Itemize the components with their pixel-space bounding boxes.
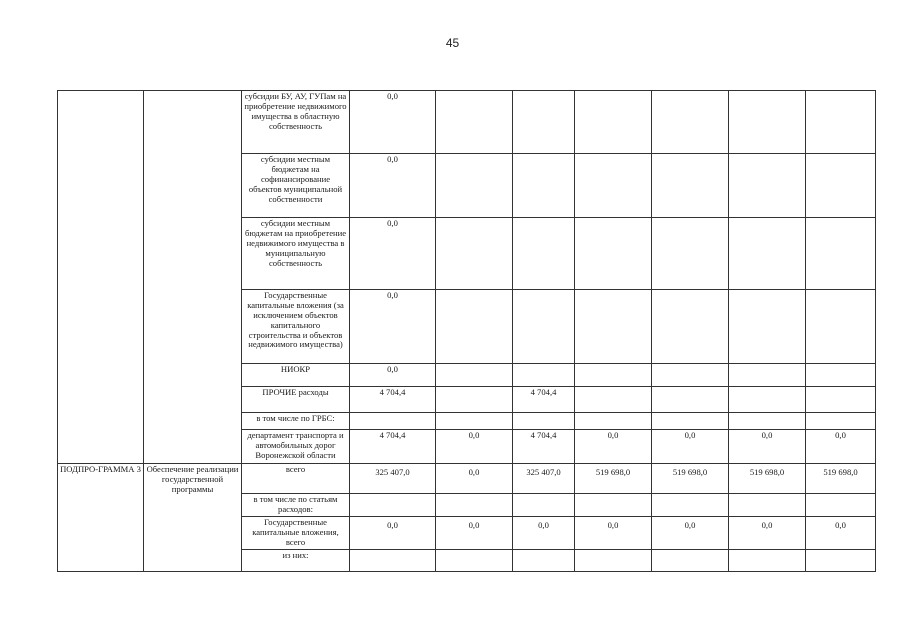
value-cell: 0,0 [350, 290, 436, 364]
value-cell [513, 364, 575, 387]
value-cell [729, 364, 806, 387]
value-cell [652, 218, 729, 290]
value-cell [652, 154, 729, 218]
value-cell [575, 364, 652, 387]
value-cell: 325 407,0 [513, 464, 575, 494]
value-cell [652, 364, 729, 387]
value-cell: 519 698,0 [652, 464, 729, 494]
value-cell: 519 698,0 [806, 464, 876, 494]
value-cell [652, 549, 729, 571]
table-row [58, 91, 876, 154]
table-row [58, 464, 876, 494]
value-cell [513, 549, 575, 571]
value-cell [436, 154, 513, 218]
value-cell [806, 549, 876, 571]
value-cell [729, 91, 806, 154]
value-cell [652, 387, 729, 413]
value-cell [729, 413, 806, 430]
value-cell [513, 413, 575, 430]
value-cell [436, 413, 513, 430]
expense-item-cell: в том числе по статьям расходов: [242, 494, 350, 517]
value-cell [652, 413, 729, 430]
value-cell [350, 549, 436, 571]
value-cell [436, 387, 513, 413]
expense-item-cell: субсидии местным бюджетам на приобретение недвижимого имущества в муниципальную собственность [242, 218, 350, 290]
value-cell [513, 494, 575, 517]
value-cell: 0,0 [436, 430, 513, 464]
expense-item-cell: субсидии БУ, АУ, ГУПам на приобретение недвижимого имущества в областную собственность [242, 91, 350, 154]
value-cell [806, 413, 876, 430]
value-cell [436, 494, 513, 517]
value-cell: 4 704,4 [513, 387, 575, 413]
value-cell [729, 290, 806, 364]
expense-item-cell: Государственные капитальные вложения (за исключением объектов капитального строительства и объектов недвижимого имущества) [242, 290, 350, 364]
value-cell [575, 91, 652, 154]
name-cell-empty [144, 91, 242, 464]
value-cell: 0,0 [575, 430, 652, 464]
value-cell [513, 218, 575, 290]
value-cell [806, 154, 876, 218]
value-cell: 0,0 [436, 516, 513, 549]
value-cell [575, 387, 652, 413]
page-number: 45 [445, 36, 460, 50]
value-cell [513, 154, 575, 218]
value-cell [652, 91, 729, 154]
value-cell [436, 91, 513, 154]
budget-table [57, 90, 876, 572]
value-cell [806, 290, 876, 364]
value-cell: 0,0 [350, 91, 436, 154]
value-cell [513, 290, 575, 364]
value-cell [575, 494, 652, 517]
subprogram-status-cell: ПОДПРО-ГРАММА 3 [58, 464, 144, 572]
value-cell [575, 218, 652, 290]
value-cell: 4 704,4 [513, 430, 575, 464]
value-cell [729, 387, 806, 413]
value-cell: 0,0 [729, 430, 806, 464]
expense-item-cell: субсидии местным бюджетам на софинансирование объектов муниципальной собственности [242, 154, 350, 218]
value-cell [436, 218, 513, 290]
value-cell [436, 549, 513, 571]
subprogram-name-cell: Обеспечение реализации государственной программы [144, 464, 242, 572]
value-cell: 0,0 [350, 154, 436, 218]
value-cell [350, 494, 436, 517]
value-cell [806, 364, 876, 387]
value-cell [575, 549, 652, 571]
value-cell: 0,0 [806, 430, 876, 464]
value-cell [652, 494, 729, 517]
status-cell-empty [58, 91, 144, 464]
value-cell [806, 218, 876, 290]
value-cell [513, 91, 575, 154]
value-cell [575, 154, 652, 218]
expense-item-cell: департамент транспорта и автомобильных дорог Воронежской области [242, 430, 350, 464]
value-cell [652, 290, 729, 364]
expense-item-cell: ПРОЧИЕ расходы [242, 387, 350, 413]
value-cell: 519 698,0 [575, 464, 652, 494]
expense-item-cell: из них: [242, 549, 350, 571]
expense-item-cell: Государственные капитальные вложения, всего [242, 516, 350, 549]
expense-item-cell: НИОКР [242, 364, 350, 387]
value-cell [729, 154, 806, 218]
value-cell [350, 413, 436, 430]
value-cell: 0,0 [806, 516, 876, 549]
value-cell [806, 494, 876, 517]
value-cell: 0,0 [350, 364, 436, 387]
value-cell [575, 413, 652, 430]
value-cell [436, 290, 513, 364]
value-cell: 0,0 [652, 430, 729, 464]
value-cell: 0,0 [652, 516, 729, 549]
value-cell [729, 218, 806, 290]
expense-item-cell: в том числе по ГРБС: [242, 413, 350, 430]
value-cell [729, 549, 806, 571]
value-cell [806, 91, 876, 154]
value-cell: 519 698,0 [729, 464, 806, 494]
value-cell [729, 494, 806, 517]
value-cell: 4 704,4 [350, 387, 436, 413]
value-cell: 0,0 [729, 516, 806, 549]
value-cell [806, 387, 876, 413]
value-cell: 325 407,0 [350, 464, 436, 494]
value-cell [575, 290, 652, 364]
value-cell: 4 704,4 [350, 430, 436, 464]
expense-item-cell: всего [242, 464, 350, 494]
value-cell: 0,0 [513, 516, 575, 549]
value-cell: 0,0 [575, 516, 652, 549]
value-cell: 0,0 [350, 218, 436, 290]
value-cell: 0,0 [436, 464, 513, 494]
value-cell: 0,0 [350, 516, 436, 549]
value-cell [436, 364, 513, 387]
